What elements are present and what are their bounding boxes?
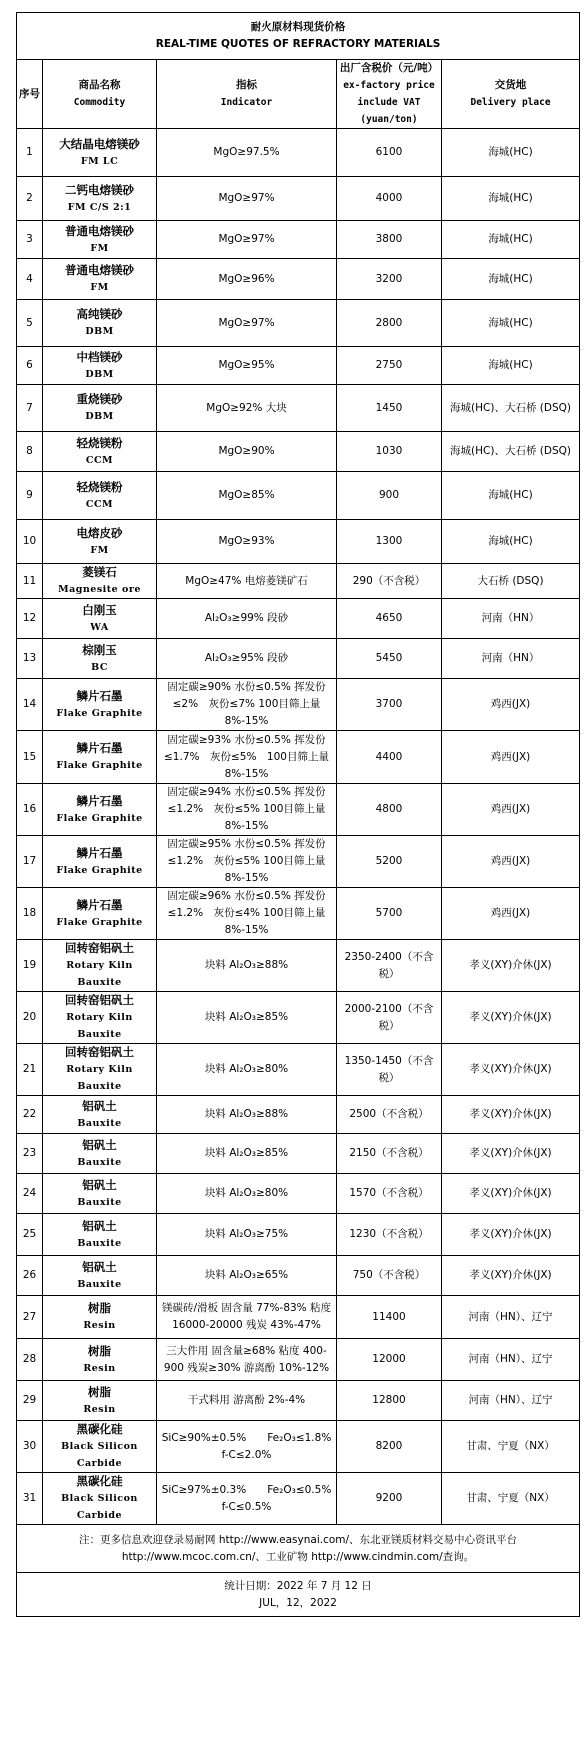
header-price xyxy=(337,60,442,129)
delivery-place-cell: 河南（HN） xyxy=(442,599,580,639)
price-cell: 8200 xyxy=(337,1421,442,1473)
price-cell: 2350-2400（不含税） xyxy=(337,940,442,992)
commodity-cell xyxy=(43,731,157,784)
table-title xyxy=(17,13,580,60)
commodity-name-en: FM LC xyxy=(80,155,119,167)
indicator-cell: MgO≥90% xyxy=(157,432,337,472)
commodity-name-en: Flake Graphite xyxy=(56,707,143,719)
table-row xyxy=(17,836,580,888)
row-index: 11 xyxy=(17,564,43,599)
commodity-name-cn: 重烧镁砂 xyxy=(76,392,123,406)
delivery-place-cell: 海城(HC) xyxy=(442,300,580,347)
commodity-name-en: Bauxite xyxy=(77,1156,122,1168)
delivery-place-cell: 海城(HC) xyxy=(442,259,580,300)
delivery-place-cell: 鸡西(JX) xyxy=(442,731,580,784)
commodity-name-cn: 铝矾土 xyxy=(82,1259,117,1274)
header-indicator xyxy=(157,60,337,129)
indicator-cell: MgO≥97% xyxy=(157,177,337,221)
commodity-cell xyxy=(43,836,157,888)
indicator-cell: 固定碳≥96% 水份≤0.5% 挥发份≤1.2% 灰份≤4% 100目筛上量 8%-15% xyxy=(157,888,337,940)
price-cell: 900 xyxy=(337,472,442,520)
commodity-name-en: FM xyxy=(90,242,109,254)
price-cell: 2000-2100（不含税） xyxy=(337,992,442,1044)
commodity-name-en: Black Silicon Carbide xyxy=(61,1441,138,1469)
commodity-cell xyxy=(43,1134,157,1174)
delivery-place-cell: 大石桥 (DSQ) xyxy=(442,564,580,599)
title-cn: 耐火原材料现货价格 xyxy=(250,21,346,33)
commodity-name-cn: 鳞片石墨 xyxy=(76,845,123,860)
note-cell xyxy=(17,1525,580,1573)
commodity-name-en: CCM xyxy=(85,454,114,466)
price-cell: 1350-1450（不含税） xyxy=(337,1044,442,1096)
commodity-name-cn: 普通电熔镁砂 xyxy=(65,263,134,277)
indicator-cell: 块料 Al₂O₃≥88% xyxy=(157,940,337,992)
table-row xyxy=(17,1174,580,1214)
table-row xyxy=(17,385,580,432)
date-row xyxy=(17,1573,580,1617)
commodity-name-cn: 回转窑铝矾土 xyxy=(65,941,134,955)
indicator-cell: 固定碳≥94% 水份≤0.5% 挥发份≤1.2% 灰份≤5% 100目筛上量 8%-15% xyxy=(157,784,337,836)
commodity-cell xyxy=(43,639,157,679)
table-row xyxy=(17,1044,580,1096)
delivery-place-cell: 孝义(XY)介休(JX) xyxy=(442,940,580,992)
note-line-2: http://www.mcoc.com.cn/、工业矿物 http://www.cindmin.com/查询。 xyxy=(121,1550,475,1563)
row-index: 31 xyxy=(17,1473,43,1525)
row-index: 24 xyxy=(17,1174,43,1214)
header-row xyxy=(17,60,580,129)
delivery-place-cell: 孝义(XY)介休(JX) xyxy=(442,1096,580,1134)
table-row xyxy=(17,1381,580,1421)
row-index: 2 xyxy=(17,177,43,221)
commodity-name-cn: 回转窑铝矾土 xyxy=(65,993,134,1007)
row-index: 21 xyxy=(17,1044,43,1096)
commodity-name-en: Resin xyxy=(83,1362,116,1374)
row-index: 9 xyxy=(17,472,43,520)
table-row xyxy=(17,784,580,836)
commodity-cell xyxy=(43,1421,157,1473)
stat-date-cn: 统计日期：2022 年 7 月 12 日 xyxy=(224,1579,372,1592)
note-line-1: 注：更多信息欢迎登录易耐网 http://www.easynai.com/、东北亚镁质材料交易中心资讯平台 xyxy=(79,1533,518,1546)
commodity-cell xyxy=(43,1296,157,1339)
commodity-name-cn: 棕刚玉 xyxy=(82,642,117,657)
header-commodity xyxy=(43,60,157,129)
commodity-cell xyxy=(43,888,157,940)
commodity-name-en: Bauxite xyxy=(77,1117,122,1129)
commodity-cell xyxy=(43,1339,157,1381)
delivery-place-cell: 海城(HC) xyxy=(442,177,580,221)
row-index: 14 xyxy=(17,679,43,731)
row-index: 10 xyxy=(17,520,43,564)
row-index: 12 xyxy=(17,599,43,639)
delivery-place-cell: 鸡西(JX) xyxy=(442,784,580,836)
table-row xyxy=(17,1473,580,1525)
commodity-cell xyxy=(43,1044,157,1096)
commodity-cell xyxy=(43,300,157,347)
indicator-cell: MgO≥92% 大块 xyxy=(157,385,337,432)
delivery-place-cell: 河南（HN）、辽宁 xyxy=(442,1381,580,1421)
commodity-name-en: Bauxite xyxy=(77,1237,122,1249)
header-price-cn: 出厂含税价（元/吨） xyxy=(339,62,439,74)
indicator-cell: 块料 Al₂O₃≥85% xyxy=(157,992,337,1044)
commodity-name-cn: 铝矾土 xyxy=(82,1098,117,1113)
header-index: 序号 xyxy=(17,60,43,129)
table-row xyxy=(17,1096,580,1134)
commodity-name-en: Rotary Kiln Bauxite xyxy=(66,960,133,988)
commodity-name-en: Rotary Kiln Bauxite xyxy=(66,1012,133,1040)
commodity-name-en: DBM xyxy=(85,411,114,422)
header-price-en1: ex-factory price xyxy=(343,80,435,91)
price-cell: 2750 xyxy=(337,347,442,385)
price-cell: 1570（不含税） xyxy=(337,1174,442,1214)
delivery-place-cell: 甘肃、宁夏（NX） xyxy=(442,1473,580,1525)
commodity-name-en: Resin xyxy=(83,1320,116,1331)
commodity-name-cn: 电熔皮砂 xyxy=(76,525,123,540)
commodity-cell xyxy=(43,432,157,472)
row-index: 26 xyxy=(17,1256,43,1296)
delivery-place-cell: 海城(HC) xyxy=(442,347,580,385)
delivery-place-cell: 孝义(XY)介休(JX) xyxy=(442,1214,580,1256)
indicator-cell: 固定碳≥95% 水份≤0.5% 挥发份≤1.2% 灰份≤5% 100目筛上量 8%-15% xyxy=(157,836,337,888)
header-commodity-en: Commodity xyxy=(73,97,126,108)
note-row xyxy=(17,1525,580,1573)
delivery-place-cell: 鸡西(JX) xyxy=(442,888,580,940)
price-cell: 3700 xyxy=(337,679,442,731)
commodity-name-en: DBM xyxy=(85,326,114,337)
delivery-place-cell: 海城(HC)、大石桥 (DSQ) xyxy=(442,432,580,472)
commodity-cell xyxy=(43,259,157,300)
indicator-cell: 块料 Al₂O₃≥80% xyxy=(157,1044,337,1096)
commodity-name-cn: 黑碳化硅 xyxy=(76,1422,123,1436)
header-place-cn: 交货地 xyxy=(494,79,527,91)
table-row xyxy=(17,472,580,520)
price-cell: 6100 xyxy=(337,129,442,177)
row-index: 19 xyxy=(17,940,43,992)
row-index: 27 xyxy=(17,1296,43,1339)
table-row xyxy=(17,432,580,472)
price-cell: 750（不含税） xyxy=(337,1256,442,1296)
row-index: 30 xyxy=(17,1421,43,1473)
row-index: 22 xyxy=(17,1096,43,1134)
commodity-name-en: Flake Graphite xyxy=(56,864,143,876)
commodity-cell xyxy=(43,564,157,599)
commodity-name-cn: 鳞片石墨 xyxy=(76,741,123,755)
indicator-cell: MgO≥96% xyxy=(157,259,337,300)
delivery-place-cell: 孝义(XY)介休(JX) xyxy=(442,1134,580,1174)
commodity-name-en: DBM xyxy=(85,368,114,380)
commodity-name-cn: 铝矾土 xyxy=(82,1137,117,1152)
row-index: 1 xyxy=(17,129,43,177)
indicator-cell: 块料 Al₂O₃≥75% xyxy=(157,1214,337,1256)
price-cell: 4650 xyxy=(337,599,442,639)
table-row xyxy=(17,300,580,347)
row-index: 13 xyxy=(17,639,43,679)
commodity-cell xyxy=(43,784,157,836)
indicator-cell: MgO≥97% xyxy=(157,300,337,347)
delivery-place-cell: 海城(HC) xyxy=(442,520,580,564)
commodity-cell xyxy=(43,1096,157,1134)
price-table-footer xyxy=(17,1525,580,1617)
indicator-cell: SiC≥97%±0.3% Fe₂O₃≤0.5% f-C≤0.5% xyxy=(157,1473,337,1525)
row-index: 28 xyxy=(17,1339,43,1381)
commodity-name-cn: 二钙电熔镁砂 xyxy=(65,182,134,197)
commodity-name-en: Resin xyxy=(83,1403,116,1415)
delivery-place-cell: 孝义(XY)介休(JX) xyxy=(442,992,580,1044)
delivery-place-cell: 孝义(XY)介休(JX) xyxy=(442,1174,580,1214)
commodity-name-en: Flake Graphite xyxy=(56,916,143,928)
price-cell: 2500（不含税） xyxy=(337,1096,442,1134)
commodity-cell xyxy=(43,177,157,221)
table-row xyxy=(17,992,580,1044)
commodity-cell xyxy=(43,221,157,259)
commodity-cell xyxy=(43,1214,157,1256)
commodity-cell xyxy=(43,1174,157,1214)
indicator-cell: 三大件用 固含量≥68% 粘度 400-900 残炭≥30% 游离酚 10%-12% xyxy=(157,1339,337,1381)
commodity-name-cn: 回转窑铝矾土 xyxy=(65,1045,134,1059)
commodity-name-cn: 中档镁砂 xyxy=(76,349,123,364)
commodity-name-cn: 高纯镁砂 xyxy=(76,307,123,321)
price-table-body xyxy=(17,13,580,1525)
row-index: 7 xyxy=(17,385,43,432)
price-cell: 5450 xyxy=(337,639,442,679)
indicator-cell: SiC≥90%±0.5% Fe₂O₃≤1.8% f-C≤2.0% xyxy=(157,1421,337,1473)
row-index: 18 xyxy=(17,888,43,940)
row-index: 4 xyxy=(17,259,43,300)
commodity-cell xyxy=(43,520,157,564)
commodity-cell xyxy=(43,129,157,177)
commodity-name-en: Rotary Kiln Bauxite xyxy=(66,1064,133,1092)
commodity-name-en: WA xyxy=(90,621,109,633)
delivery-place-cell: 甘肃、宁夏（NX） xyxy=(442,1421,580,1473)
row-index: 17 xyxy=(17,836,43,888)
commodity-name-cn: 鳞片石墨 xyxy=(76,897,123,912)
commodity-name-cn: 轻烧镁粉 xyxy=(76,435,123,450)
indicator-cell: 块料 Al₂O₃≥85% xyxy=(157,1134,337,1174)
indicator-cell: 固定碳≥90% 水份≤0.5% 挥发份≤2% 灰份≤7% 100目筛上量 8%-15% xyxy=(157,679,337,731)
header-price-en2: include VAT xyxy=(357,97,421,108)
table-row xyxy=(17,129,580,177)
delivery-place-cell: 河南（HN） xyxy=(442,639,580,679)
commodity-name-cn: 树脂 xyxy=(88,1343,111,1358)
table-row xyxy=(17,347,580,385)
indicator-cell: Al₂O₃≥95% 段砂 xyxy=(157,639,337,679)
price-cell: 2150（不含税） xyxy=(337,1134,442,1174)
commodity-name-cn: 白刚玉 xyxy=(82,602,117,617)
table-row xyxy=(17,731,580,784)
commodity-cell xyxy=(43,385,157,432)
delivery-place-cell: 鸡西(JX) xyxy=(442,836,580,888)
commodity-name-en: BC xyxy=(91,661,108,673)
delivery-place-cell: 海城(HC) xyxy=(442,472,580,520)
price-table xyxy=(16,12,580,1617)
indicator-cell: MgO≥93% xyxy=(157,520,337,564)
commodity-name-cn: 大结晶电熔镁砂 xyxy=(59,136,140,151)
row-index: 5 xyxy=(17,300,43,347)
header-price-en3: (yuan/ton) xyxy=(360,114,418,125)
price-cell: 290（不含税） xyxy=(337,564,442,599)
commodity-name-cn: 鳞片石墨 xyxy=(76,793,123,808)
price-cell: 2800 xyxy=(337,300,442,347)
commodity-name-en: Bauxite xyxy=(77,1196,122,1208)
table-row xyxy=(17,1339,580,1381)
price-cell: 11400 xyxy=(337,1296,442,1339)
table-row xyxy=(17,259,580,300)
indicator-cell: MgO≥95% xyxy=(157,347,337,385)
title-en: REAL-TIME QUOTES OF REFRACTORY MATERIALS xyxy=(155,38,441,50)
indicator-cell: 干式料用 游离酚 2%-4% xyxy=(157,1381,337,1421)
commodity-name-cn: 鳞片石墨 xyxy=(76,688,123,703)
delivery-place-cell: 鸡西(JX) xyxy=(442,679,580,731)
price-cell: 12000 xyxy=(337,1339,442,1381)
header-indicator-cn: 指标 xyxy=(236,79,257,91)
header-indicator-en: Indicator xyxy=(220,97,273,108)
commodity-cell xyxy=(43,1381,157,1421)
commodity-name-cn: 树脂 xyxy=(88,1384,111,1399)
delivery-place-cell: 海城(HC) xyxy=(442,221,580,259)
price-cell: 1300 xyxy=(337,520,442,564)
commodity-cell xyxy=(43,992,157,1044)
price-cell: 3200 xyxy=(337,259,442,300)
commodity-name-en: CCM xyxy=(85,498,114,510)
indicator-cell: MgO≥85% xyxy=(157,472,337,520)
commodity-name-en: Flake Graphite xyxy=(56,812,143,824)
price-cell: 5200 xyxy=(337,836,442,888)
commodity-cell xyxy=(43,1256,157,1296)
delivery-place-cell: 孝义(XY)介休(JX) xyxy=(442,1044,580,1096)
commodity-cell xyxy=(43,679,157,731)
delivery-place-cell: 河南（HN）、辽宁 xyxy=(442,1339,580,1381)
row-index: 15 xyxy=(17,731,43,784)
commodity-name-en: FM C/S 2:1 xyxy=(67,201,132,213)
price-cell: 9200 xyxy=(337,1473,442,1525)
header-place-en: Delivery place xyxy=(470,97,551,108)
table-row xyxy=(17,564,580,599)
header-place xyxy=(442,60,580,129)
row-index: 3 xyxy=(17,221,43,259)
row-index: 8 xyxy=(17,432,43,472)
commodity-cell xyxy=(43,472,157,520)
table-row xyxy=(17,1134,580,1174)
price-cell: 3800 xyxy=(337,221,442,259)
row-index: 25 xyxy=(17,1214,43,1256)
price-cell: 5700 xyxy=(337,888,442,940)
commodity-cell xyxy=(43,1473,157,1525)
commodity-name-cn: 树脂 xyxy=(88,1301,111,1315)
commodity-cell xyxy=(43,599,157,639)
commodity-cell xyxy=(43,347,157,385)
price-cell: 4000 xyxy=(337,177,442,221)
commodity-name-cn: 普通电熔镁砂 xyxy=(65,223,134,238)
table-row xyxy=(17,1296,580,1339)
commodity-name-en: Black Silicon Carbide xyxy=(61,1493,138,1521)
table-row xyxy=(17,520,580,564)
table-row xyxy=(17,679,580,731)
commodity-name-cn: 黑碳化硅 xyxy=(76,1474,123,1488)
price-cell: 4800 xyxy=(337,784,442,836)
stat-date-en: JUL，12，2022 xyxy=(259,1596,337,1609)
title-row xyxy=(17,13,580,60)
commodity-name-en: FM xyxy=(90,544,109,556)
indicator-cell: Al₂O₃≥99% 段砂 xyxy=(157,599,337,639)
commodity-name-en: Magnesite ore xyxy=(58,584,141,595)
price-cell: 1230（不含税） xyxy=(337,1214,442,1256)
table-row xyxy=(17,177,580,221)
table-row xyxy=(17,1214,580,1256)
table-row xyxy=(17,1421,580,1473)
commodity-name-cn: 铝矾土 xyxy=(82,1177,117,1192)
indicator-cell: 块料 Al₂O₃≥65% xyxy=(157,1256,337,1296)
table-row xyxy=(17,639,580,679)
table-row xyxy=(17,940,580,992)
price-cell: 4400 xyxy=(337,731,442,784)
commodity-cell xyxy=(43,940,157,992)
delivery-place-cell: 海城(HC) xyxy=(442,129,580,177)
price-cell: 1030 xyxy=(337,432,442,472)
delivery-place-cell: 河南（HN）、辽宁 xyxy=(442,1296,580,1339)
header-commodity-cn: 商品名称 xyxy=(78,79,121,91)
row-index: 20 xyxy=(17,992,43,1044)
indicator-cell: 块料 Al₂O₃≥88% xyxy=(157,1096,337,1134)
price-cell: 1450 xyxy=(337,385,442,432)
commodity-name-en: Bauxite xyxy=(77,1278,122,1290)
row-index: 6 xyxy=(17,347,43,385)
table-row xyxy=(17,888,580,940)
indicator-cell: 块料 Al₂O₃≥80% xyxy=(157,1174,337,1214)
table-row xyxy=(17,221,580,259)
row-index: 16 xyxy=(17,784,43,836)
commodity-name-en: Flake Graphite xyxy=(56,760,143,771)
indicator-cell: MgO≥47% 电熔菱镁矿石 xyxy=(157,564,337,599)
row-index: 29 xyxy=(17,1381,43,1421)
indicator-cell: MgO≥97% xyxy=(157,221,337,259)
indicator-cell: 固定碳≥93% 水份≤0.5% 挥发份≤1.7% 灰份≤5% 100目筛上量 8%-15% xyxy=(157,731,337,784)
table-row xyxy=(17,599,580,639)
commodity-name-cn: 铝矾土 xyxy=(82,1218,117,1233)
delivery-place-cell: 海城(HC)、大石桥 (DSQ) xyxy=(442,385,580,432)
delivery-place-cell: 孝义(XY)介休(JX) xyxy=(442,1256,580,1296)
commodity-name-cn: 菱镁石 xyxy=(82,565,117,579)
indicator-cell: 镁碳砖/滑板 固含量 77%-83% 粘度 16000-20000 残炭 43%-47% xyxy=(157,1296,337,1339)
table-row xyxy=(17,1256,580,1296)
price-cell: 12800 xyxy=(337,1381,442,1421)
commodity-name-cn: 轻烧镁粉 xyxy=(76,479,123,494)
date-cell xyxy=(17,1573,580,1617)
indicator-cell: MgO≥97.5% xyxy=(157,129,337,177)
row-index: 23 xyxy=(17,1134,43,1174)
commodity-name-en: FM xyxy=(90,282,109,293)
